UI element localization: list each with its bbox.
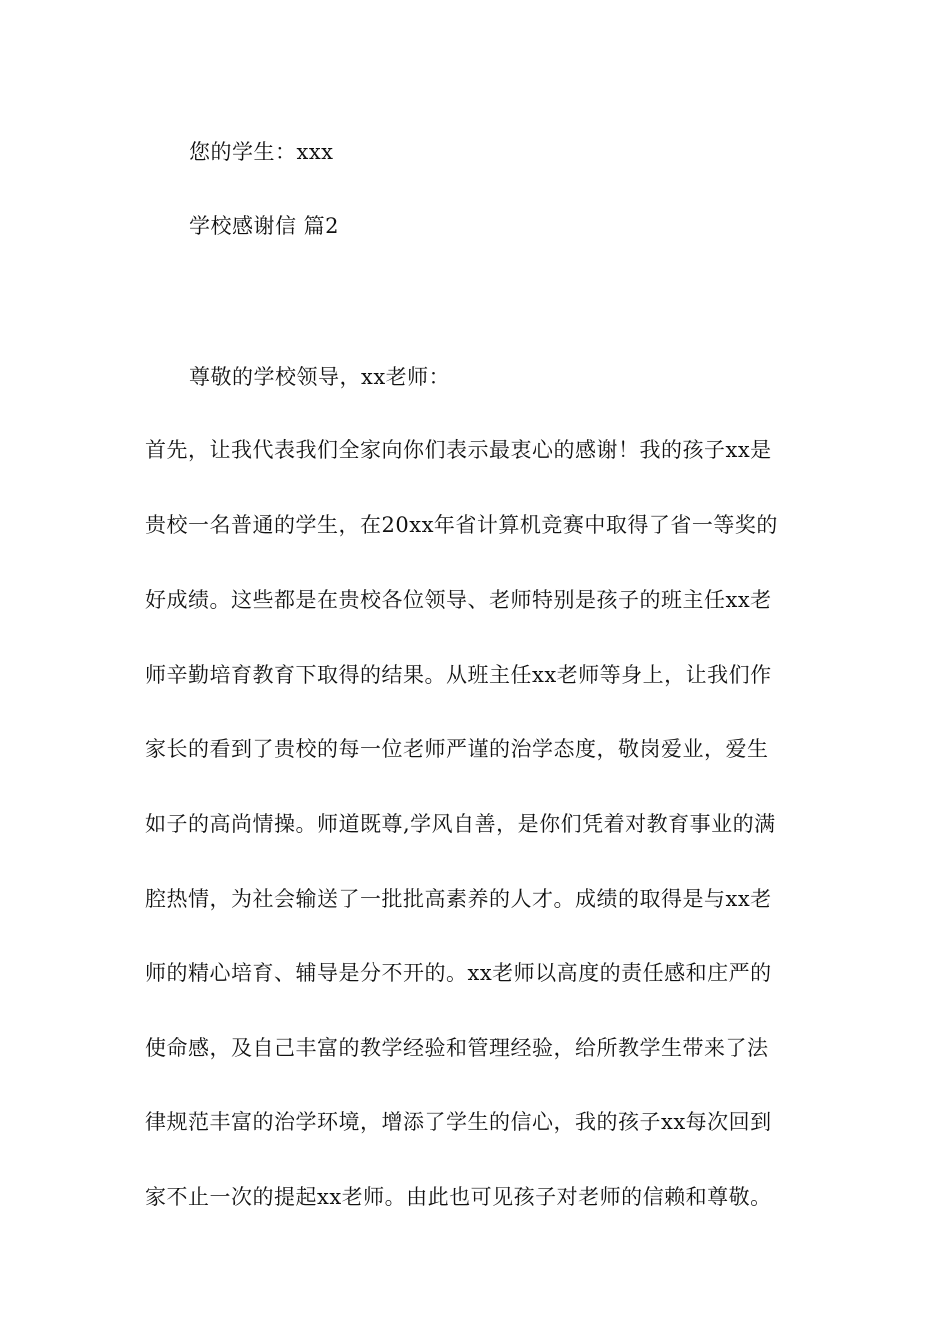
body-line-2: 贵校一名普通的学生，在20xx年省计算机竞赛中取得了省一等奖的: [145, 513, 778, 537]
body-line-4: 师辛勤培育教育下取得的结果。从班主任xx老师等身上，让我们作: [145, 663, 772, 687]
body-line-8: 师的精心培育、辅导是分不开的。xx老师以高度的责任感和庄严的: [145, 961, 772, 985]
body-line-11: 家不止一次的提起xx老师。由此也可见孩子对老师的信赖和尊敬。: [145, 1185, 772, 1209]
letter-salutation: 尊敬的学校领导，xx老师：: [189, 365, 451, 389]
body-line-7: 腔热情，为社会输送了一批批高素养的人才。成绩的取得是与xx老: [145, 887, 772, 911]
body-line-10: 律规范丰富的治学环境，增添了学生的信心，我的孩子xx每次回到: [145, 1110, 772, 1134]
section-title: 学校感谢信 篇2: [189, 214, 340, 238]
body-line-6: 如子的高尚情操。师道既尊,学风自善，是你们凭着对教育事业的满: [145, 812, 776, 836]
body-line-5: 家长的看到了贵校的每一位老师严谨的治学态度，敬岗爱业，爱生: [145, 737, 769, 761]
body-line-3: 好成绩。这些都是在贵校各位领导、老师特别是孩子的班主任xx老: [145, 588, 772, 612]
body-line-1: 首先，让我代表我们全家向你们表示最衷心的感谢！我的孩子xx是: [145, 438, 772, 462]
body-line-9: 使命感，及自己丰富的教学经验和管理经验，给所教学生带来了法: [145, 1036, 769, 1060]
letter-signature: 您的学生：xxx: [189, 140, 334, 164]
